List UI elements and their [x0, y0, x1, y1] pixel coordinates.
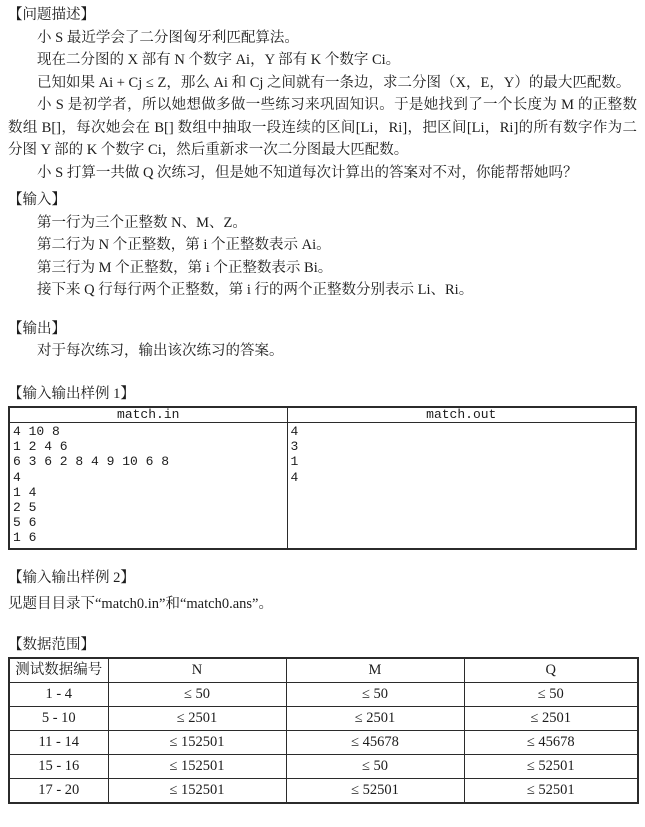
input-line-4: 接下来 Q 行每行两个正整数，第 i 行的两个正整数分别表示 Li、Ri。 [37, 282, 474, 298]
data-range-cell-n: ≤ 152501 [108, 779, 286, 804]
data-range-cell-test-id: 5 - 10 [9, 707, 108, 731]
sample-input-line: 4 [13, 469, 21, 485]
data-range-cell-m: ≤ 45678 [286, 731, 464, 755]
data-range-cell-test-id: 11 - 14 [9, 731, 108, 755]
sample-io-table [8, 406, 637, 550]
data-range-cell-q: ≤ 2501 [464, 707, 638, 731]
problem-paragraph-2: 现在二分图的 X 部有 N 个数字 Ai，Y 部有 K 个数字 Ci。 [37, 52, 401, 68]
data-range-cell-q: ≤ 52501 [464, 755, 638, 779]
section-heading-sample-1: 【输入输出样例 1】 [8, 385, 135, 402]
sample-input-line: 2 5 [13, 500, 37, 516]
sample-input-line: 6 3 6 2 8 4 9 10 6 8 [13, 454, 170, 470]
input-line-1: 第一行为三个正整数 N、M、Z。 [37, 214, 247, 231]
sample-io-body-row [9, 423, 636, 549]
data-range-header-m: M [286, 658, 464, 683]
data-range-cell-m: ≤ 50 [286, 755, 464, 779]
sample-input-line: 1 6 [13, 530, 37, 546]
data-range-cell-m: ≤ 52501 [286, 779, 464, 804]
data-range-table [8, 657, 639, 804]
sample-input-line: 1 2 4 6 [13, 439, 68, 455]
data-range-header-n: N [108, 658, 286, 683]
sample-input-line: 4 10 8 [13, 424, 60, 439]
data-range-row [9, 731, 638, 755]
data-range-row [9, 683, 638, 707]
sample-output-line: 1 [290, 454, 299, 470]
data-range-cell-test-id: 15 - 16 [9, 755, 108, 779]
data-range-header-row [9, 658, 638, 683]
data-range-cell-test-id: 17 - 20 [9, 779, 108, 804]
data-range-cell-n: ≤ 2501 [108, 707, 286, 731]
data-range-cell-q: ≤ 45678 [464, 731, 638, 755]
data-range-cell-n: ≤ 152501 [108, 755, 286, 779]
data-range-row [9, 755, 638, 779]
sample-input-line: 5 6 [13, 515, 37, 531]
problem-paragraph-1: 小 S 最近学会了二分图匈牙利匹配算法。 [37, 29, 299, 46]
problem-paragraph-3: 已知如果 Ai + Cj ≤ Z，那么 Ai 和 Cj 之间就有一条边，求二分图（X，E，Y）的最大匹配数。 [37, 74, 631, 91]
data-range-cell-q: ≤ 50 [464, 683, 638, 707]
section-heading-output: 【输出】 [8, 320, 66, 337]
data-range-cell-m: ≤ 50 [286, 683, 464, 707]
data-range-header-test-id: 测试数据编号 [9, 658, 108, 683]
output-line-1: 对于每次练习，输出该次练习的答案。 [37, 343, 284, 359]
sample-input-column-header: match.in [9, 407, 287, 423]
data-range-row [9, 707, 638, 731]
data-range-cell-q: ≤ 52501 [464, 779, 638, 804]
section-heading-input: 【输入】 [8, 192, 66, 208]
section-heading-data-range: 【数据范围】 [8, 636, 95, 653]
input-line-2: 第二行为 N 个正整数，第 i 个正整数表示 Ai。 [37, 237, 331, 253]
section-heading-problem-description: 【问题描述】 [8, 7, 95, 23]
sample-input-line: 1 4 [13, 484, 37, 500]
sample-output-line: 3 [290, 439, 299, 455]
sample-output-column-header: match.out [287, 407, 636, 423]
data-range-cell-n: ≤ 50 [108, 683, 286, 707]
data-range-cell-test-id: 1 - 4 [9, 683, 108, 707]
data-range-header-q: Q [464, 658, 638, 683]
sample-input-cell [9, 423, 287, 549]
data-range-cell-m: ≤ 2501 [286, 707, 464, 731]
sample-output-line: 4 [290, 469, 299, 485]
problem-paragraph-4: 小 S 是初学者，所以她想做多做一些练习来巩固知识。于是她找到了一个长度为 M 的正整数数组 B[]，每次她会在 B[] 数组中抽取一段连续的区间[Li，Ri]，把区间[Li，Ri]的所有数字作为二分图 Y 部的 K 个数字 Ci，然后重新求一次二分图最大匹配数。 [8, 97, 637, 158]
sample-output-cell [287, 423, 636, 549]
data-range-cell-n: ≤ 152501 [108, 731, 286, 755]
sample-io-header-row [9, 407, 636, 423]
section-heading-sample-2: 【输入输出样例 2】 [8, 569, 135, 586]
problem-paragraph-5: 小 S 打算一共做 Q 次练习，但是她不知道每次计算出的答案对不对，你能帮帮她吗？ [37, 164, 578, 181]
input-line-3: 第三行为 M 个正整数，第 i 个正整数表示 Bi。 [37, 259, 333, 276]
data-range-row [9, 779, 638, 804]
sample-output-line: 4 [290, 424, 299, 439]
sample-2-note: 见题目目录下“match0.in”和“match0.ans”。 [8, 596, 273, 613]
